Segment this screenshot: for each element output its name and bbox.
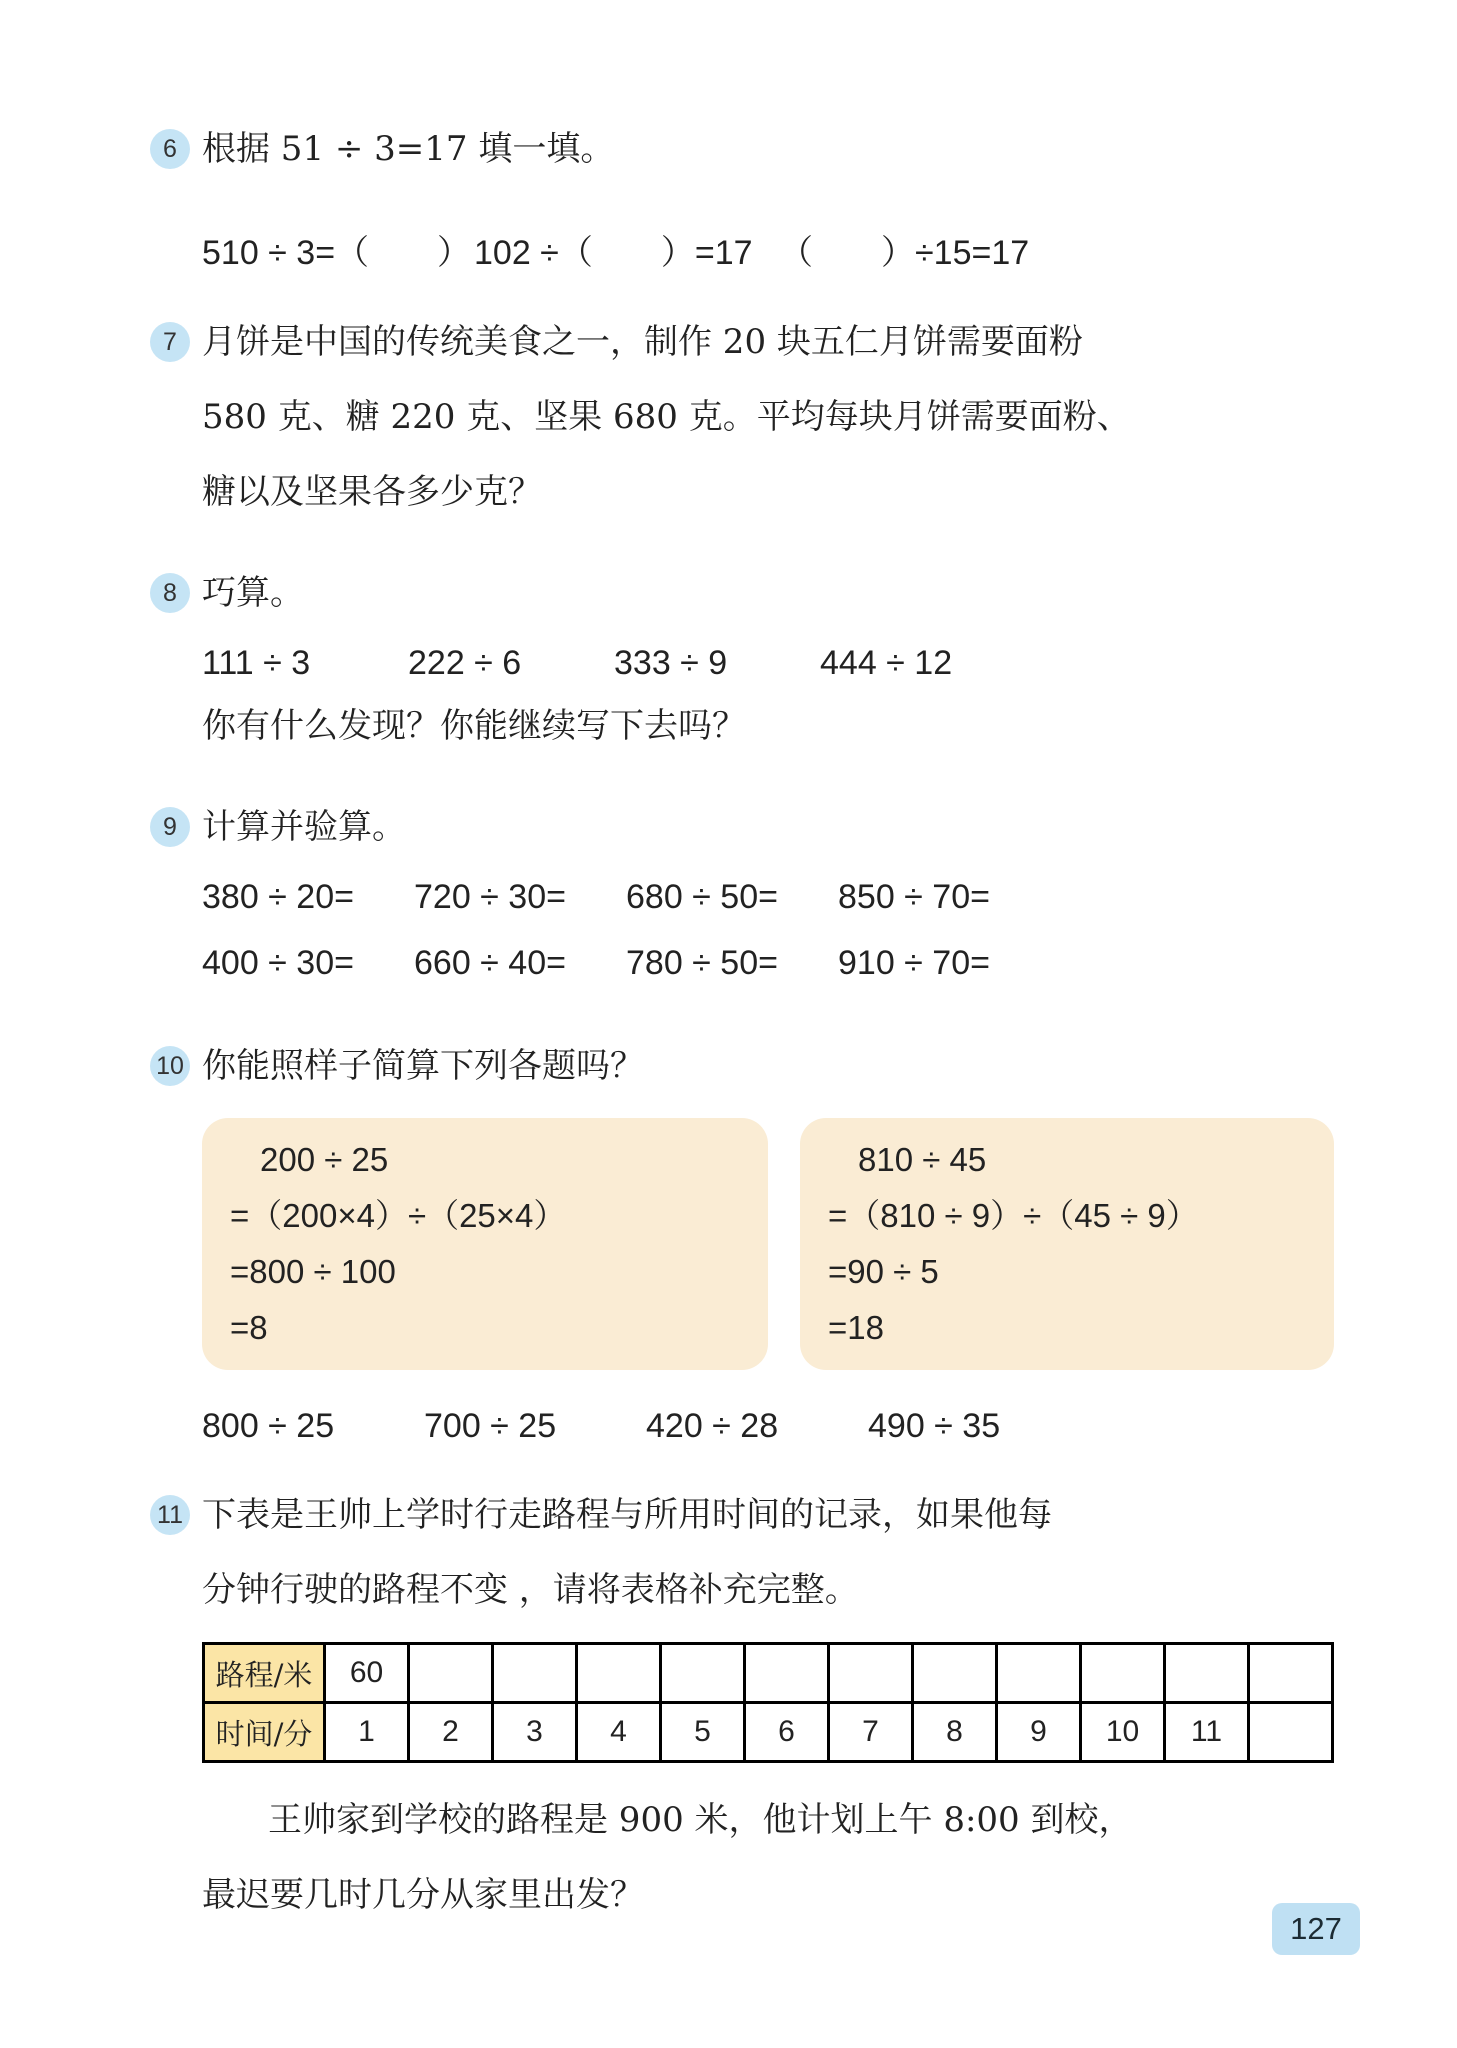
problem-7-text-line: 580 克、糖 220 克、坚果 680 克。平均每块月饼需要面粉、 — [202, 397, 1131, 437]
example-line: =90 ÷ 5 — [828, 1253, 939, 1290]
expression: 850 ÷ 70= — [838, 878, 990, 916]
expression: 400 ÷ 30= — [202, 944, 354, 982]
expression: 420 ÷ 28 — [646, 1407, 779, 1445]
table-cell — [493, 1644, 577, 1703]
problem-8-body — [202, 556, 1340, 764]
problem-number-badge: 10 — [150, 1046, 190, 1086]
problem-11-followup-line: 王帅家到学校的路程是 900 米，他计划上午 8:00 到校， — [268, 1800, 1133, 1840]
problem-number-badge: 11 — [150, 1495, 190, 1535]
problem-9 — [150, 790, 1340, 1003]
problem-11-body — [202, 1478, 1340, 1933]
expression: 800 ÷ 25 — [202, 1407, 335, 1445]
problem-8-title: 巧算。 — [202, 573, 304, 613]
problem-10-exercises — [202, 1400, 1340, 1452]
table-cell: 5 — [661, 1703, 745, 1762]
table-cell: 7 — [829, 1703, 913, 1762]
problem-11-followup — [202, 1783, 1340, 1933]
expression: 680 ÷ 50= — [626, 878, 778, 916]
table-header-distance: 路程/米 — [204, 1644, 325, 1703]
problem-number-badge: 6 — [150, 129, 190, 169]
problem-11-followup-line: 最迟要几时几分从家里出发？ — [202, 1875, 644, 1915]
worked-example-2 — [800, 1118, 1334, 1370]
table-cell — [409, 1644, 493, 1703]
example-line: =（810 ÷ 9）÷（45 ÷ 9） — [828, 1197, 1199, 1234]
problem-7 — [150, 305, 1340, 530]
distance-time-table — [202, 1642, 1334, 1763]
problem-8 — [150, 556, 1340, 764]
expression: （ ）÷15=17 — [779, 234, 1030, 272]
problem-11-text-line: 分钟行驶的路程不变 ，请将表格补充完整。 — [202, 1570, 859, 1610]
example-line: =（200×4）÷（25×4） — [230, 1197, 567, 1234]
problem-9-title: 计算并验算。 — [202, 807, 406, 847]
page-content — [150, 112, 1340, 1959]
problem-10 — [150, 1029, 1340, 1452]
worked-example-1 — [202, 1118, 768, 1370]
table-cell: 9 — [997, 1703, 1081, 1762]
problem-6-expressions — [202, 227, 1340, 279]
problem-6-title: 根据 51 ÷ 3=17 填一填。 — [202, 129, 615, 169]
table-cell — [661, 1644, 745, 1703]
problem-number-badge: 9 — [150, 807, 190, 847]
page-number-badge: 127 — [1272, 1903, 1360, 1955]
table-row-distance — [204, 1644, 1333, 1703]
table-cell — [577, 1644, 661, 1703]
table-cell — [745, 1644, 829, 1703]
table-cell — [1165, 1644, 1249, 1703]
problem-10-body — [202, 1029, 1340, 1452]
table-header-time: 时间/分 — [204, 1703, 325, 1762]
worked-examples — [202, 1118, 1340, 1370]
table-cell — [829, 1644, 913, 1703]
table-cell: 6 — [745, 1703, 829, 1762]
expression: 102 ÷（ ）=17 — [474, 234, 753, 272]
table-cell: 60 — [325, 1644, 409, 1703]
expression: 510 ÷ 3=（ ） — [202, 234, 472, 272]
problem-7-body — [202, 305, 1340, 530]
problem-11 — [150, 1478, 1340, 1933]
table-cell — [997, 1644, 1081, 1703]
table-cell: 8 — [913, 1703, 997, 1762]
problem-7-text-line: 月饼是中国的传统美食之一，制作 20 块五仁月饼需要面粉 — [202, 322, 1083, 362]
expression: 111 ÷ 3 — [202, 644, 311, 682]
table-cell — [1249, 1703, 1333, 1762]
table-cell: 1 — [325, 1703, 409, 1762]
table-cell — [1081, 1644, 1165, 1703]
expression: 333 ÷ 9 — [614, 644, 728, 682]
expression: 910 ÷ 70= — [838, 944, 990, 982]
problem-8-question: 你有什么发现？你能继续写下去吗？ — [202, 706, 746, 746]
expression: 222 ÷ 6 — [408, 644, 522, 682]
problem-9-expressions-row2 — [202, 937, 1340, 989]
problem-10-title: 你能照样子简算下列各题吗？ — [202, 1046, 644, 1086]
example-line: 200 ÷ 25 — [260, 1141, 389, 1178]
expression: 720 ÷ 30= — [414, 878, 566, 916]
table-cell: 3 — [493, 1703, 577, 1762]
expression: 700 ÷ 25 — [424, 1407, 557, 1445]
example-line: 810 ÷ 45 — [858, 1141, 987, 1178]
table-cell — [1249, 1644, 1333, 1703]
problem-number-badge: 8 — [150, 573, 190, 613]
table-cell — [913, 1644, 997, 1703]
expression: 780 ÷ 50= — [626, 944, 778, 982]
expression: 444 ÷ 12 — [820, 644, 953, 682]
expression: 660 ÷ 40= — [414, 944, 566, 982]
problem-6 — [150, 112, 1340, 279]
example-line: =8 — [230, 1309, 268, 1346]
problem-8-expressions — [202, 637, 1340, 689]
table-cell: 11 — [1165, 1703, 1249, 1762]
problem-11-text-line: 下表是王帅上学时行走路程与所用时间的记录，如果他每 — [202, 1495, 1052, 1535]
table-row-time — [204, 1703, 1333, 1762]
problem-6-body — [202, 112, 1340, 279]
example-line: =18 — [828, 1309, 884, 1346]
table-cell: 2 — [409, 1703, 493, 1762]
example-line: =800 ÷ 100 — [230, 1253, 396, 1290]
expression: 380 ÷ 20= — [202, 878, 354, 916]
table-cell: 4 — [577, 1703, 661, 1762]
problem-7-text-line: 糖以及坚果各多少克？ — [202, 472, 542, 512]
problem-9-expressions-row1 — [202, 871, 1340, 923]
problem-9-body — [202, 790, 1340, 1003]
problem-number-badge: 7 — [150, 322, 190, 362]
expression: 490 ÷ 35 — [868, 1407, 1001, 1445]
table-cell: 10 — [1081, 1703, 1165, 1762]
